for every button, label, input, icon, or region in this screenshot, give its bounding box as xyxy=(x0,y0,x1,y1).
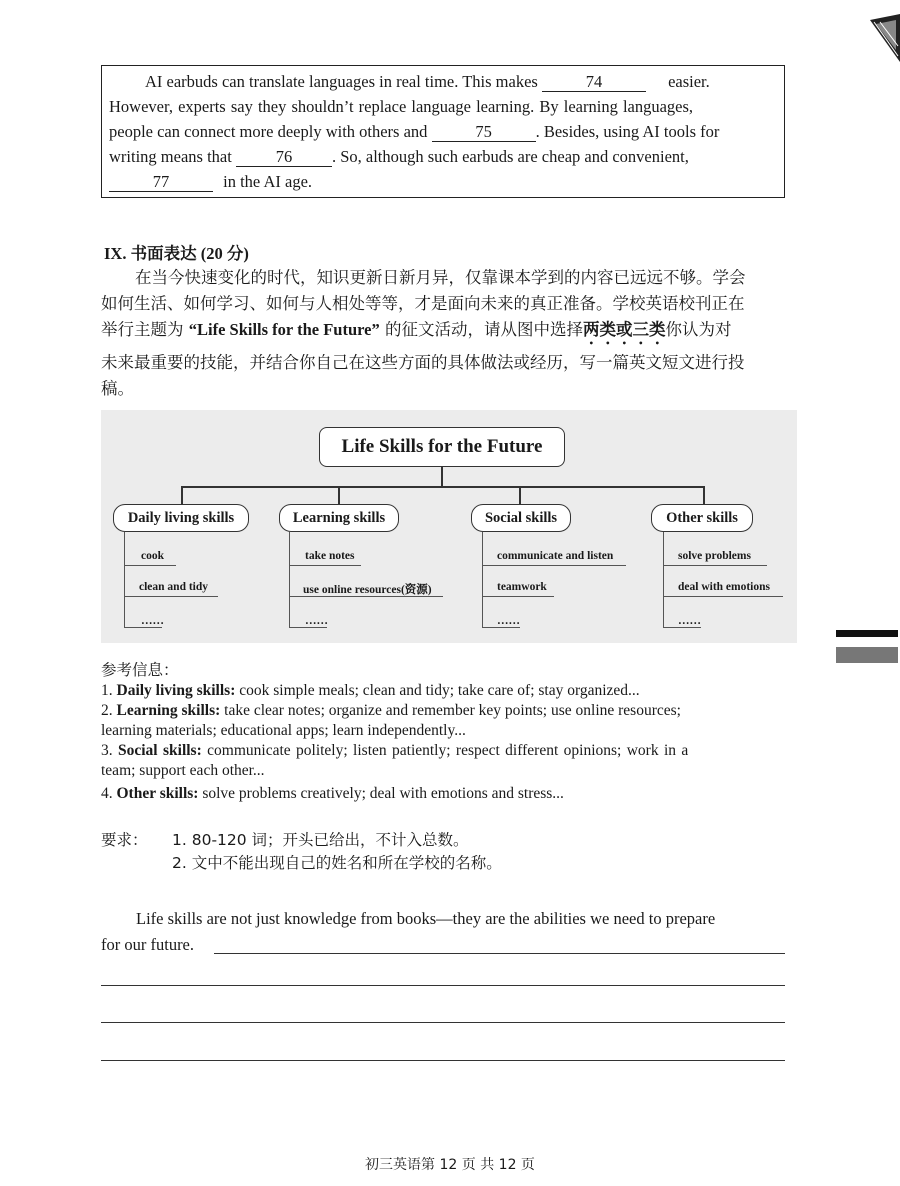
connector-line xyxy=(519,486,521,504)
list-item: …… xyxy=(497,615,520,627)
category-learning: Learning skills xyxy=(279,504,399,532)
item-bracket xyxy=(124,532,125,627)
writing-line[interactable] xyxy=(101,1022,785,1023)
connector-line xyxy=(181,486,183,504)
list-item: clean and tidy xyxy=(139,581,209,593)
summary-line-4: writing means that 76 . So, although such earbuds are cheap and convenient, xyxy=(109,147,689,166)
connector-line xyxy=(338,486,340,504)
blank-76[interactable]: 76 xyxy=(236,148,332,167)
list-item: take notes xyxy=(305,550,355,562)
item-underline xyxy=(663,565,767,566)
page-footer: 初三英语第 12 页 共 12 页 xyxy=(365,1157,535,1173)
instruction-line-1: 在当今快速变化的时代，知识更新日新月异，仅靠课本学到的内容已远远不够。学会 xyxy=(135,268,746,287)
writing-line[interactable] xyxy=(101,1060,785,1061)
writing-line[interactable] xyxy=(214,953,785,954)
reference-heading: 参考信息： xyxy=(101,661,179,679)
summary-line-2: However, experts say they shouldn’t replace language learning. By learning languages, xyxy=(109,97,694,116)
list-item: solve problems xyxy=(678,550,751,562)
list-item: deal with emotions xyxy=(678,581,770,593)
item-underline xyxy=(289,627,327,628)
category-social: Social skills xyxy=(471,504,571,532)
item-bracket xyxy=(663,532,664,627)
reference-item-3-cont: team; support each other... xyxy=(101,762,265,779)
diagram-title: Life Skills for the Future xyxy=(319,427,565,467)
instruction-line-4: 未来最重要的技能，并结合你自己在这些方面的具体做法或经历，写一篇英文短文进行投 xyxy=(101,353,745,372)
item-underline xyxy=(289,565,361,566)
summary-line-5: 77 in the AI age. xyxy=(109,172,312,192)
corner-mark-graphic xyxy=(868,12,900,62)
section-title: IX. 书面表达 (20 分) xyxy=(104,244,249,263)
reference-item-1: 1. Daily living skills: cook simple meals; clean and tidy; take care of; stay organized... xyxy=(101,682,640,699)
emphasis-text: 两类或三类 xyxy=(582,320,666,339)
essay-opening-line-2: for our future. xyxy=(101,935,195,954)
item-underline xyxy=(663,627,701,628)
connector-line xyxy=(441,467,443,487)
item-underline xyxy=(663,596,783,597)
list-item: cook xyxy=(141,550,164,562)
list-item: …… xyxy=(305,615,328,627)
reference-item-4: 4. Other skills: solve problems creatively; deal with emotions and stress... xyxy=(101,785,564,802)
list-item: …… xyxy=(678,615,701,627)
item-underline xyxy=(289,596,443,597)
item-underline xyxy=(124,627,162,628)
category-daily-living: Daily living skills xyxy=(113,504,249,532)
item-underline xyxy=(124,596,218,597)
side-marker xyxy=(836,630,898,637)
summary-line-3: people can connect more deeply with others and 75 . Besides, using AI tools for xyxy=(109,122,720,141)
blank-75[interactable]: 75 xyxy=(432,123,536,142)
connector-line xyxy=(703,486,705,504)
blank-77[interactable]: 77 xyxy=(109,173,213,192)
item-underline xyxy=(482,627,520,628)
writing-line[interactable] xyxy=(101,985,785,986)
item-underline xyxy=(124,565,176,566)
essay-opening-line-1: Life skills are not just knowledge from books—they are the abilities we need to prepare xyxy=(136,909,716,928)
item-bracket xyxy=(289,532,290,627)
list-item: use online resources(资源) xyxy=(303,584,432,596)
theme-title: “Life Skills for the Future” xyxy=(188,320,380,339)
list-item: …… xyxy=(141,615,164,627)
item-bracket xyxy=(482,532,483,627)
requirement-1: 1. 80-120 词；开头已给出，不计入总数。 xyxy=(172,831,469,849)
reference-item-2-cont: learning materials; educational apps; learn independently... xyxy=(101,722,466,739)
reference-item-2: 2. Learning skills: take clear notes; organize and remember key points; use online resources; xyxy=(101,702,681,719)
connector-line xyxy=(181,486,703,488)
summary-line-1: AI earbuds can translate languages in real time. This makes 74 easier. xyxy=(145,72,710,91)
instruction-line-3: 举行主题为 “Life Skills for the Future” 的征文活动，请从图中选择两类或三类你认为对 xyxy=(101,320,732,339)
reference-item-3: 3. Social skills: communicate politely; listen patiently; respect different opinions; work in a xyxy=(101,742,689,759)
item-underline xyxy=(482,596,554,597)
instruction-line-2: 如何生活、如何学习、如何与人相处等等，才是面向未来的真正准备。学校英语校刊正在 xyxy=(101,294,745,313)
side-marker xyxy=(836,647,898,663)
requirements-label: 要求： xyxy=(101,831,148,849)
item-underline xyxy=(482,565,626,566)
requirement-2: 2. 文中不能出现自己的姓名和所在学校的名称。 xyxy=(172,854,502,872)
category-other: Other skills xyxy=(651,504,753,532)
instruction-line-5: 稿。 xyxy=(101,379,134,398)
skills-diagram xyxy=(101,410,797,643)
list-item: teamwork xyxy=(497,581,547,593)
list-item: communicate and listen xyxy=(497,550,614,562)
blank-74[interactable]: 74 xyxy=(542,73,646,92)
